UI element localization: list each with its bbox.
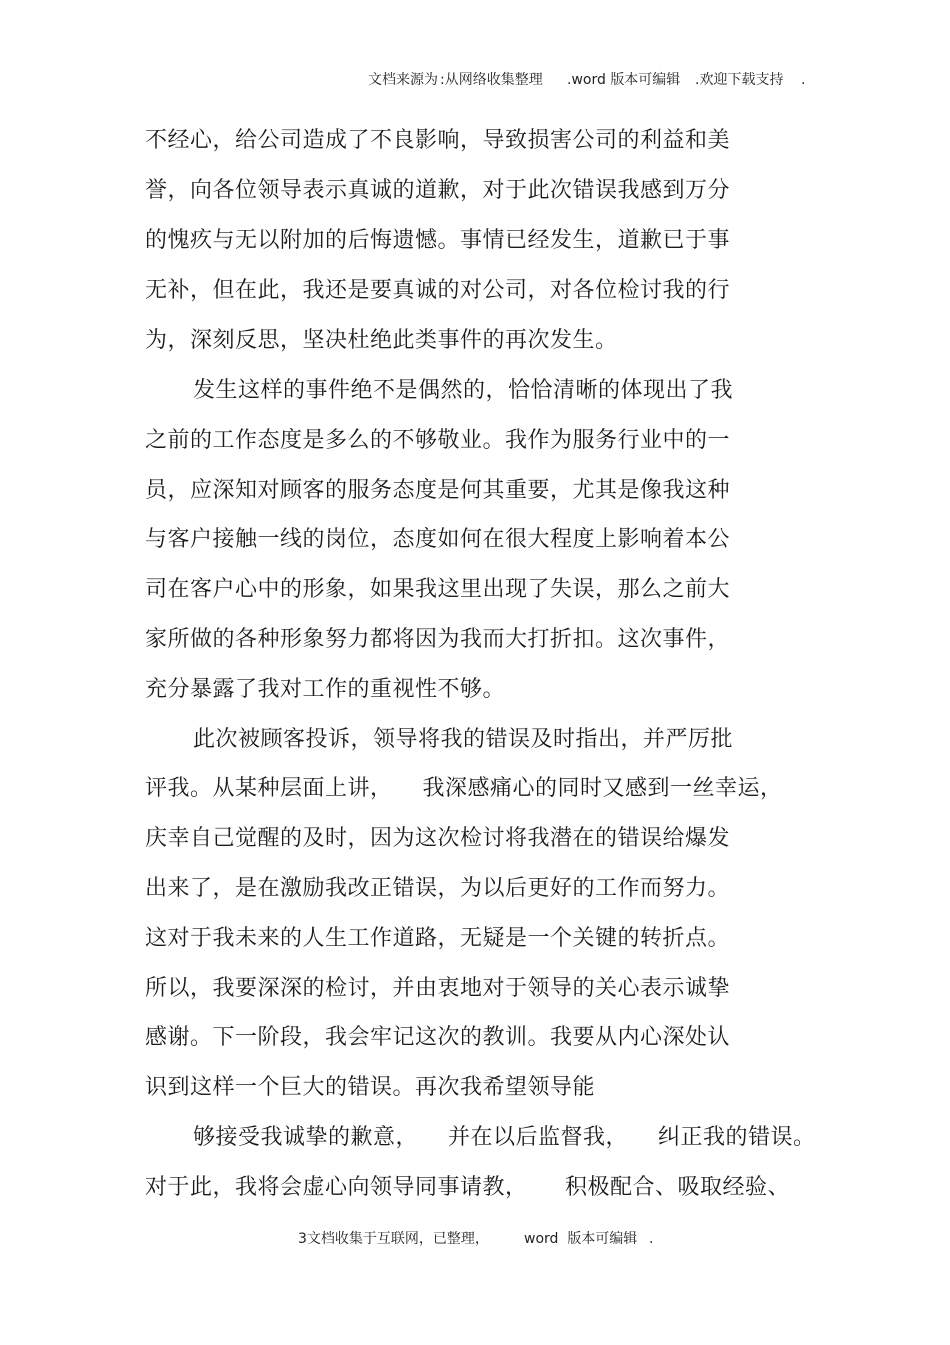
- body-line: 与客户接触一线的岗位，态度如何在很大程度上影响着本公: [145, 527, 731, 552]
- body-line: 对于此，我将会虚心向领导同事请教， 积极配合、吸取经验、: [145, 1175, 790, 1200]
- header-source-label: 文档来源为: [368, 72, 438, 88]
- body-line: 庆幸自己觉醒的及时，因为这次检讨将我潜在的错误给爆发: [145, 826, 731, 851]
- paragraph-start-line: 发生这样的事件绝不是偶然的，恰恰清晰的体现出了我: [193, 378, 734, 403]
- body-line: 为，深刻反思，坚决杜绝此类事件的再次发生。: [145, 328, 618, 353]
- body-line: 司在客户心中的形象，如果我这里出现了失误，那么之前大: [145, 577, 731, 602]
- header-download-note: .欢迎下载支持: [695, 72, 784, 88]
- body-line: 所以，我要深深的检讨，并由衷地对于领导的关心表示诚挚: [145, 976, 731, 1001]
- paragraph-start-line: 够接受我诚挚的歉意， 并在以后监督我， 纠正我的错误。: [193, 1125, 816, 1150]
- footer-collected-note: 3文档收集于互联网，已整理，: [298, 1231, 489, 1247]
- body-line: 这对于我未来的人生工作道路，无疑是一个关键的转折点。: [145, 926, 731, 951]
- page-footer: [0, 1228, 950, 1250]
- body-line: 充分暴露了我对工作的重视性不够。: [145, 677, 506, 702]
- footer-end-dot: .: [649, 1231, 654, 1247]
- body-line: 感谢。下一阶段，我会牢记这次的教训。我要从内心深处认: [145, 1025, 731, 1050]
- body-line: 誉，向各位领导表示真诚的道歉，对于此次错误我感到万分: [145, 178, 731, 203]
- body-line: 的愧疚与无以附加的后悔遗憾。事情已经发生，道歉已于事: [145, 228, 731, 253]
- footer-editable-note: word 版本可编辑: [524, 1231, 638, 1247]
- header-editable-note: .word 版本可编辑: [567, 72, 681, 88]
- body-line: 识到这样一个巨大的错误。再次我希望领导能: [145, 1075, 596, 1100]
- body-line: 评我。从某种层面上讲， 我深感痛心的同时又感到一丝幸运，: [145, 776, 783, 801]
- body-line: 之前的工作态度是多么的不够敬业。我作为服务行业中的一: [145, 428, 731, 453]
- header-end-dot: .: [801, 72, 806, 88]
- body-line: 家所做的各种形象努力都将因为我而大打折扣。这次事件，: [145, 627, 731, 652]
- body-line: 无补，但在此，我还是要真诚的对公司，对各位检讨我的行: [145, 278, 731, 303]
- body-line: 不经心，给公司造成了不良影响，导致损害公司的利益和美: [145, 128, 731, 153]
- body-line: 员，应深知对顾客的服务态度是何其重要，尤其是像我这种: [145, 478, 731, 503]
- body-line: 出来了，是在激励我改正错误，为以后更好的工作而努力。: [145, 876, 731, 901]
- paragraph-start-line: 此次被顾客投诉，领导将我的错误及时指出，并严厉批: [193, 727, 734, 752]
- header-source-value: :从网络收集整理: [440, 72, 543, 88]
- page-header: [0, 70, 950, 90]
